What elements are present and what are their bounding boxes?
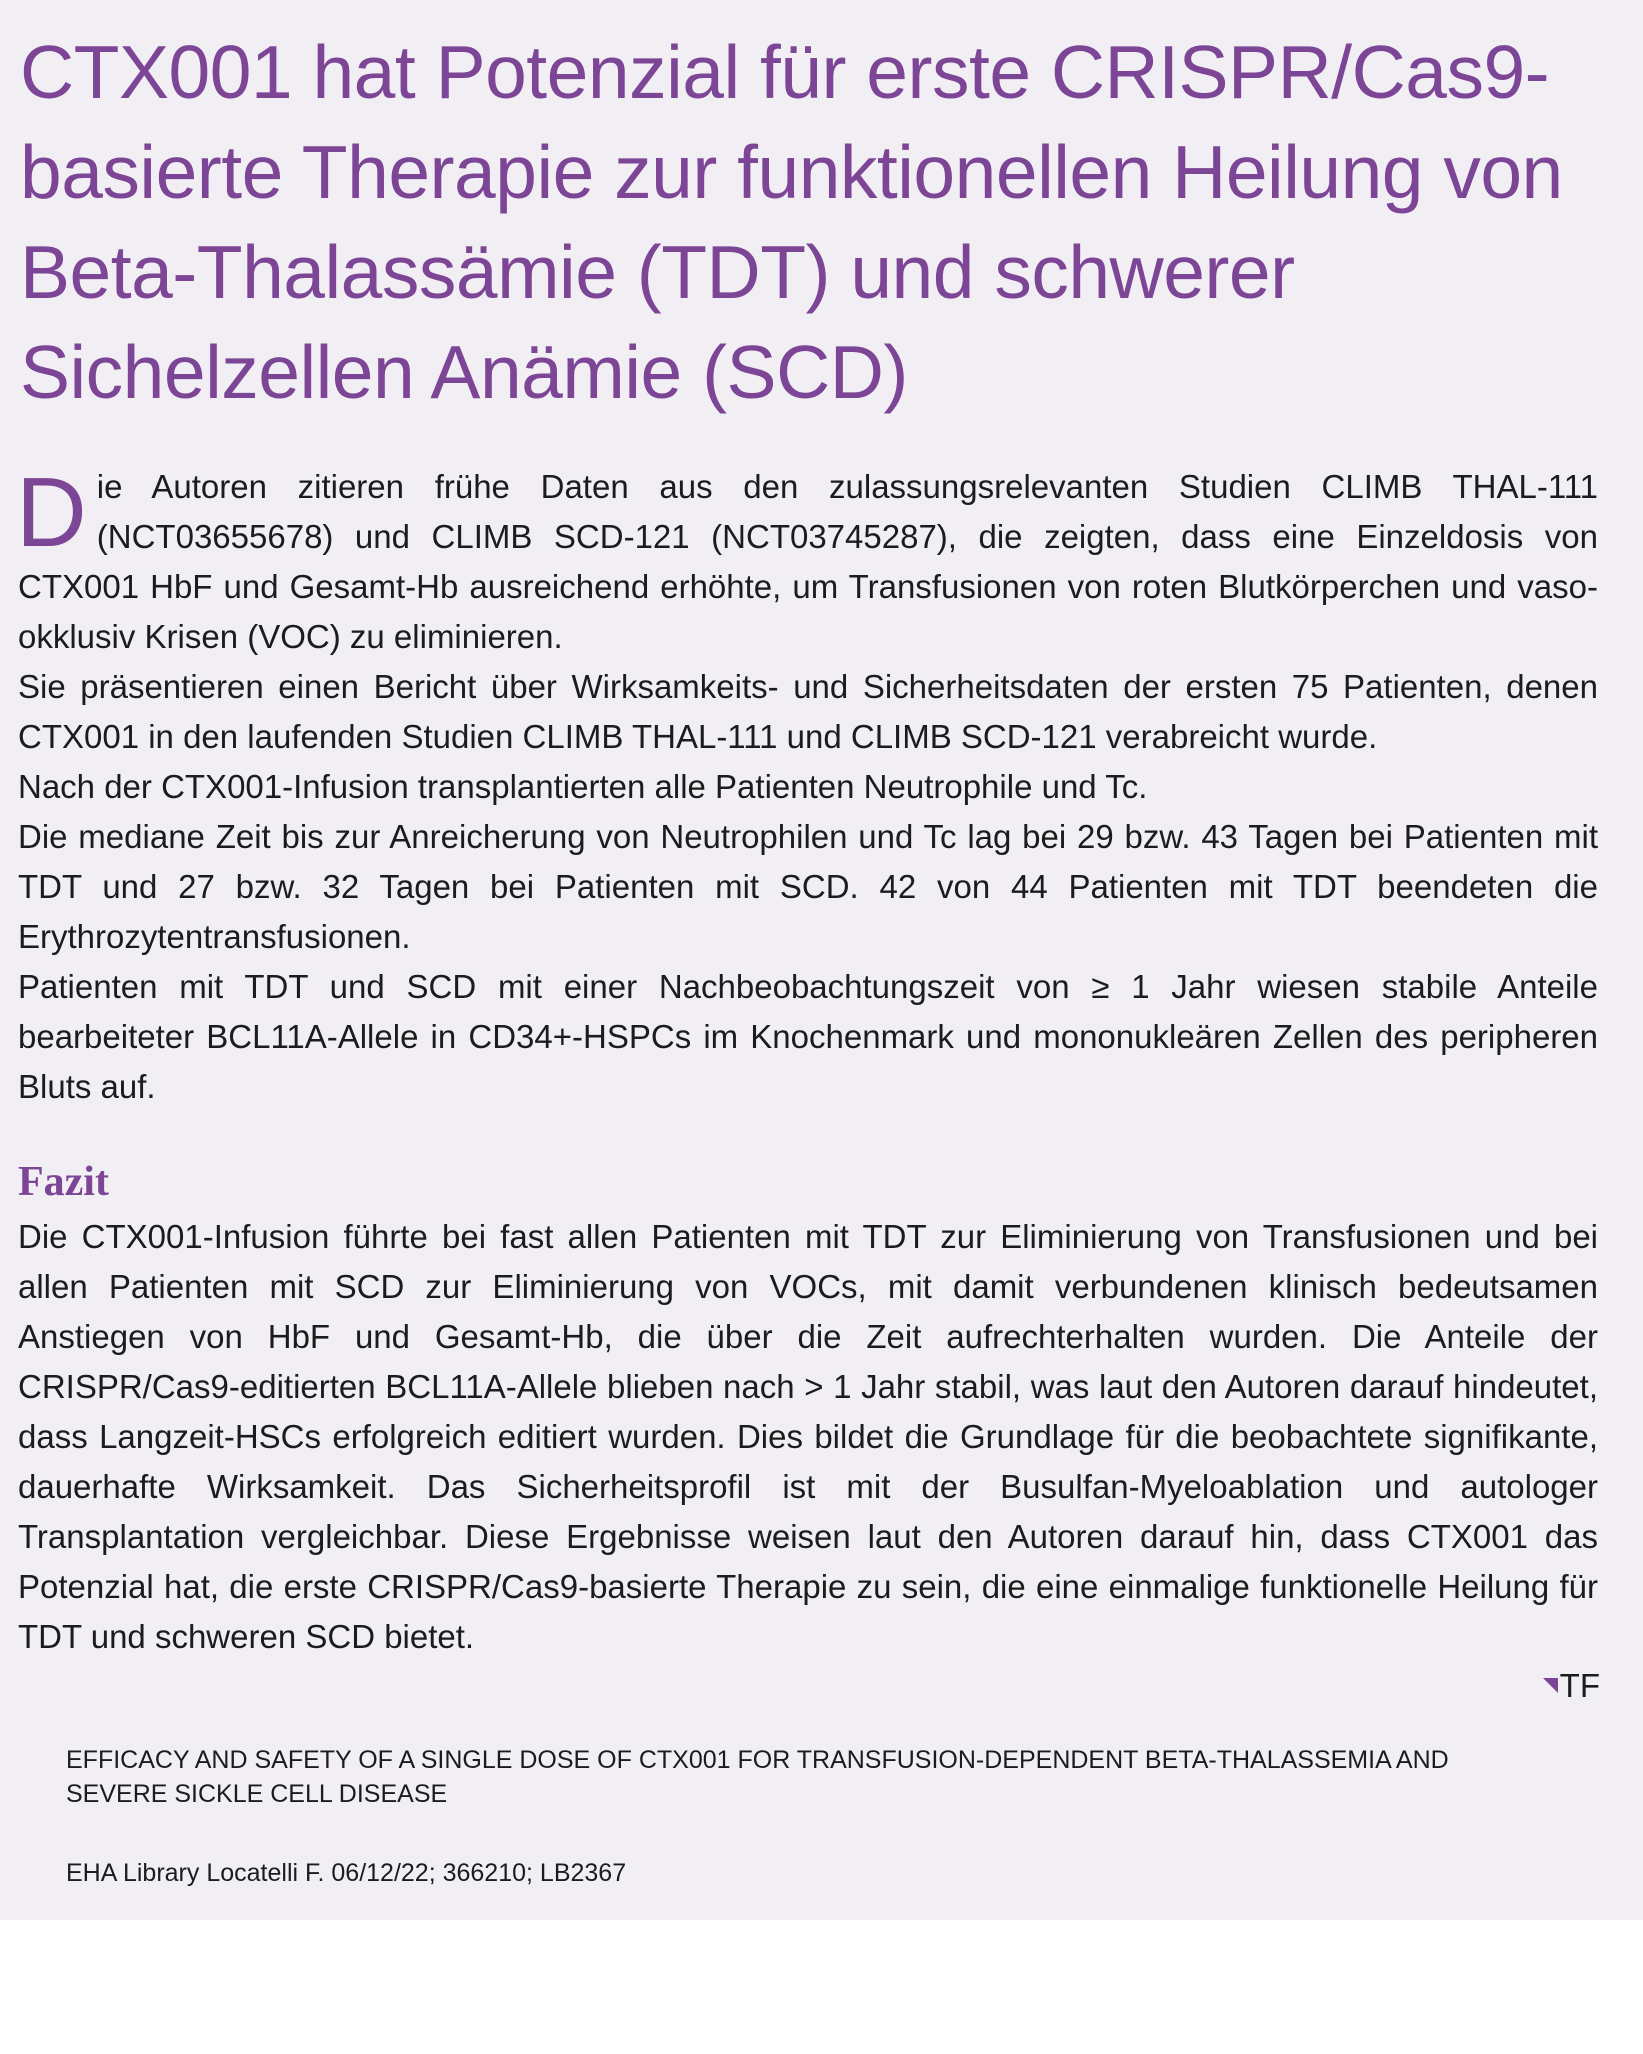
reference-title: EFFICACY AND SAFETY OF A SINGLE DOSE OF CTX001 FOR TRANSFUSION-DEPENDENT BETA-THALASSEMIA AND SEVERE SICKLE CELL DISEASE: [66, 1746, 1449, 1808]
intro-paragraph: Die mediane Zeit bis zur Anreicherung von Neutrophilen und Tc lag bei 29 bzw. 43 Tagen bei Patienten mit TDT und 27 bzw. 32 Tagen bei Patienten mit SCD. 42 von 44 Patienten mit TDT beendeten die Erythrozytentransfusionen.: [18, 818, 1598, 955]
corner-marker-icon: [1543, 1678, 1558, 1693]
reference-citation: EHA Library Locatelli F. 06/12/22; 366210; LB2367: [66, 1859, 627, 1887]
intro-paragraph: ie Autoren zitieren frühe Daten aus den zulassungsrelevanten Studien CLIMB THAL-111 (NCT03655678) und CLIMB SCD-121 (NCT03745287), die zeigten, dass eine Einzeldosis von CTX001 HbF und Gesamt-Hb ausreichend erhöhte, um Transfusionen von roten Blutkörperchen und vaso-okklusiv Krisen (VOC) zu eliminieren.: [18, 468, 1598, 655]
intro-paragraph: Patienten mit TDT und SCD mit einer Nachbeobachtungszeit von ≥ 1 Jahr wiesen stabile Anteile bearbeiteter BCL11A-Allele in CD34+-HSPCs im Knochenmark und mononukleären Zellen des peripheren Bluts auf.: [18, 968, 1598, 1105]
author-signature: [1543, 1664, 1600, 1708]
conclusion-text: Die CTX001-Infusion führte bei fast allen Patienten mit TDT zur Eliminierung von Transfusionen und bei allen Patienten mit SCD zur Eliminierung von VOCs, mit damit verbundenen klinisch bedeutsamen Anstiegen von HbF und Gesamt-Hb, die über die Zeit aufrechterhalten wurden. Die Anteile der CRISPR/Cas9-editierten BCL11A-Allele blieben nach > 1 Jahr stabil, was laut den Autoren darauf hindeutet, dass Langzeit-HSCs erfolgreich editiert wurden. Dies bildet die Grundlage für die beobachtete signifikante, dauerhafte Wirksamkeit. Das Sicherheitsprofil ist mit der Busulfan-Myeloablation und autologer Transplantation vergleichbar. Diese Ergebnisse weisen laut den Autoren darauf hin, dass CTX001 das Potenzial hat, die erste CRISPR/Cas9-basierte Therapie zu sein, die eine einmalige funktionelle Heilung für TDT und schweren SCD bietet.: [18, 1218, 1598, 1655]
intro-text: [16, 457, 1598, 1112]
drop-cap: D: [16, 457, 87, 567]
intro-paragraph: Sie präsentieren einen Bericht über Wirksamkeits- und Sicherheitsdaten der ersten 75 Patienten, denen CTX001 in den laufenden Studien CLIMB THAL-111 und CLIMB SCD-121 verabreicht wurde.: [18, 668, 1598, 755]
author-initials: TF: [1559, 1667, 1600, 1704]
conclusion-heading: Fazit: [18, 1159, 109, 1205]
article-title: CTX001 hat Potenzial für erste CRISPR/Cas9-basierte Therapie zur funktionellen Heilung von Beta-Thalassämie (TDT) und schwerer Sichelzellen Anämie (SCD): [20, 30, 1563, 414]
intro-paragraph: Nach der CTX001-Infusion transplantierten alle Patienten Neutrophile und Tc.: [18, 768, 1148, 805]
